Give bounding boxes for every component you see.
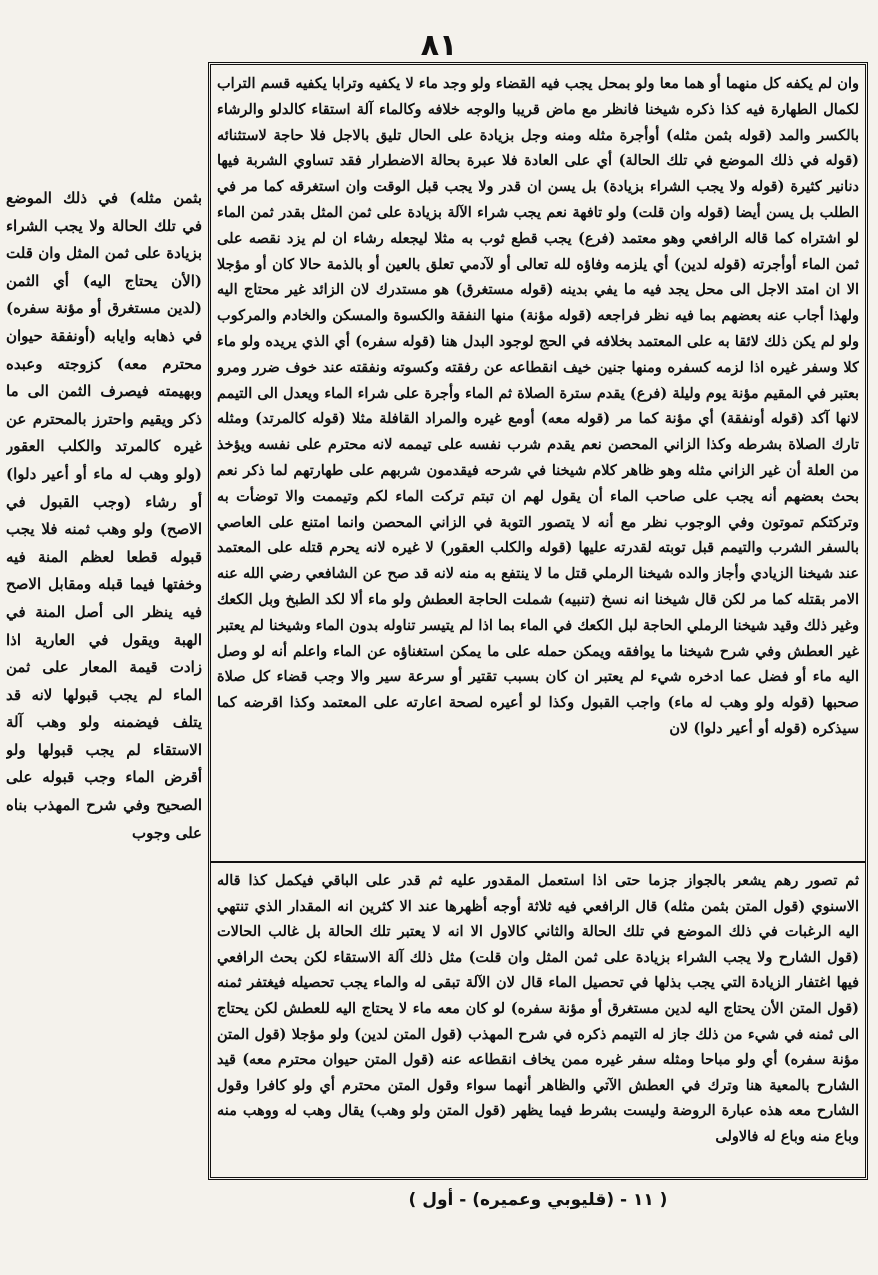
main-text: وان لم يكفه كل منهما أو هما معا ولو بمحل يجب فيه القضاء ولو وجد ماء لا يكفيه وترابا يكفيه قسم التراب لكمال الطهارة فيه كذا ذكره شيخنا فانظر مع ماض قريبا والوجه خلافه وكالماء آلة استقاء كالدلو والرشاء بالكسر والمد (قوله بثمن مثله) أوأجرة مثله ومنه وجل بزيادة على الحال تليق بالاجل فلا حاجة لاستثنائه (قوله في ذلك الموضع في تلك الحالة) أي على العادة فلا عبرة بحالة الاضطرار فقد تساوي الشربة فيها دنانير كثيرة (قوله ولا يجب الشراء بزيادة) بل يسن ان قدر ولا يجب قبل الوقت وان استغرقه كما مر في الطلب بل يسن أيضا (قوله وان قلت) ولو تافهة نعم يجب شراء الآلة بزيادة على ثمن المثل بقدر ثمن الماء لو اشتراه كما قاله الرافعي وهو معتمد (فرع) يجب قطع ثوب به مثلا ليجعله رشاء ان لم يزد نقصه على ثمن الماء أوأجرته (قوله لدين) أي يلزمه وفاؤه لله تعالى أو لآدمي تعلق بالعين أو بالذمة حالا كان أو مؤجلا الا ان امتد الاجل الى محل يجد فيه ما يفي بدينه (قوله مستغرق) هو مستدرك لان الزائد غير محتاج اليه ولهذا أجاب عنه بعضهم بما فيه نظر فراجعه (قوله مؤنة) منها النفقة والكسوة والمسكن والخادم والمركوب ولو لم يكن ذلك لائقا به على المعتمد بخلافه في الحج لوجود البدل هنا (قوله سفره) أي الذي يريده ولو ماء كلا وسفر غيره اذا لزمه كسفره ومنها جنين خيف انقطاعه عن رفقته وكسوته ونفقته عند خوف ضرر ومرو بعتبر في المقيم مؤنة يوم وليلة (فرع) يقدم سترة الصلاة ثم الماء وأجرة على شراء الماء ويعدل الى التيمم لانها آكد (قوله أونفقة) أي مؤنة كما مر (قوله معه) أومع غيره والمراد القافلة مثلا (قوله كالمرتد) ومثله تارك الصلاة بشرطه وكذا الزاني المحصن نعم يقدم شرب نفسه على تيممه لانه محترم على نفسه ويؤخذ من العلة أن غير الزاني مثله وهو ظاهر كلام شيخنا في شرحه فيقدمون شربهم على طهارتهم لما ذكر نعم بحث بعضهم أنه يجب على صاحب الماء أن يقول لهم ان تبتم تركت الماء لكم وتيممت والا توضأت به وتركتكم تموتون وفي الوجوب نظر مع أنه لا يتصور التوبة في الزاني المحصن وانما امتنع على العاصي بالسفر الشرب والتيمم قبل توبته لقدرته عليها (قوله والكلب العقور) لا غيره لانه يحرم قتله على المعتمد عند شيخنا الزيادي وأجاز والده شيخنا الرملي قتل ما لا ينتفع به منه لانه قد صح عن الشافعي رضي الله عنه الامر بقتله كما مر لكن قال شيخنا انه نسخ (تنبيه) شملت الحاجة العطش ولو ماء ألا لكد الطبخ وبل الكعك وغير ذلك وقيد شيخنا الرملي الحاجة لبل الكعك في الماء بما اذا لم يتيسر تناوله بدون الماء وشيخنا لم يعتبر غير العطش وفي شرح شيخنا ما يوافقه ويمكن حمله على ما يمكن استغناؤه عن الماء واعلم أنه لو وصل اليه ماء أو فضل عما ادخره شيء لم يعتبر ان كان بسبب تقتير أو سرعة سير والا وجب قضاء كل صلاة صحبها (قوله ولو وهب له ماء) واجب القبول وكذا لو أعيره لصحة اعارته على المعتمد وكذا اقرضه كما سيذكره (قوله أو أعير دلوا) لان [217,75,859,737]
text-frame [208,62,868,1180]
main-text-block [217,71,859,851]
footnote-block [217,868,859,1173]
footer-signature: ( ١١ - (قليوبي وعميره) - أول ) [408,1190,668,1210]
section-divider [211,861,865,863]
margin-text-block [6,185,202,1065]
page-number: ٨١ [420,28,458,63]
margin-text: بثمن مثله) في ذلك الموضع في تلك الحالة ولا يجب الشراء بزيادة على ثمن المثل وان قلت (الأن يحتاج اليه) أي الثمن (لدين مستغرق أو مؤنة سفره) في ذهابه وايابه (أونفقة حيوان محترم معه) كزوجته وعبده وبهيمته فيصرف الثمن الى ما ذكر ويقيم واحترز بالمحترم عن غيره كالمرتد والكلب العقور (ولو وهب له ماء أو أعير دلوا) أو رشاء (وجب القبول في الاصح) ولو وهب ثمنه فلا يجب قبوله قطعا لعظم المنة فيه وخفتها فيما قبله ومقابل الاصح فيه ينظر الى أصل المنة في الهبة ويقول في العارية اذا زادت قيمة المعار على ثمن الماء لم يجب قبولها لانه قد يتلف فيضمنه ولو وهب آلة الاستقاء لم يجب قبولها ولو أقرض الماء وجب قبوله على الصحيح وفي شرح المهذب بناه على وجوب [6,189,202,842]
footnote-text: ثم تصور رهم يشعر بالجواز جزما حتى اذا استعمل المقدور عليه ثم قدر على الباقي فيكمل كذا قاله الاسنوي (قول المتن بثمن مثله) قال الرافعي فيه ثلاثة أوجه أظهرها عند الا كثرين انه المقدار الذي تنتهي اليه الرغبات في ذلك الموضع في تلك الحالة والثاني كالاول الا انه لا يعتبر تلك الحالة بل غالب الحالات (قول الشارح ولا يجب الشراء بزيادة على ثمن المثل وان قلت) مثل ذلك آلة الاستقاء لكن بحث الرافعي فيها اغتفار الزيادة التي يجب بذلها في تحصيل الماء قال لان الآلة تبقى له والماء يجب تحصيله فيغتفر ثمنه (قول المتن الأن يحتاج اليه لدين مستغرق أو مؤنة سفره) لو كان معه ماء لا يحتاج اليه للعطش لكن يحتاج الى ثمنه في شيء من ذلك جاز له التيمم ذكره في شرح المهذب (قول المتن لدين) ولو مؤجلا (قول المتن مؤنة سفره) أي ولو مباحا ومثله سفر غيره ممن يخاف انقطاعه عنه (قول المتن حيوان محترم معه) قيد الشارح بالمعية هنا وترك في العطش الآتي والظاهر أنهما سواء وقول المتن محترم أي ولو كافرا وقول الشارح معه هذه عبارة الروضة وليست بشرط فيما يظهر (قول المتن ولو وهب) يقال وهب له ووهب منه وباع منه وباع له فالاولى [217,872,859,1145]
